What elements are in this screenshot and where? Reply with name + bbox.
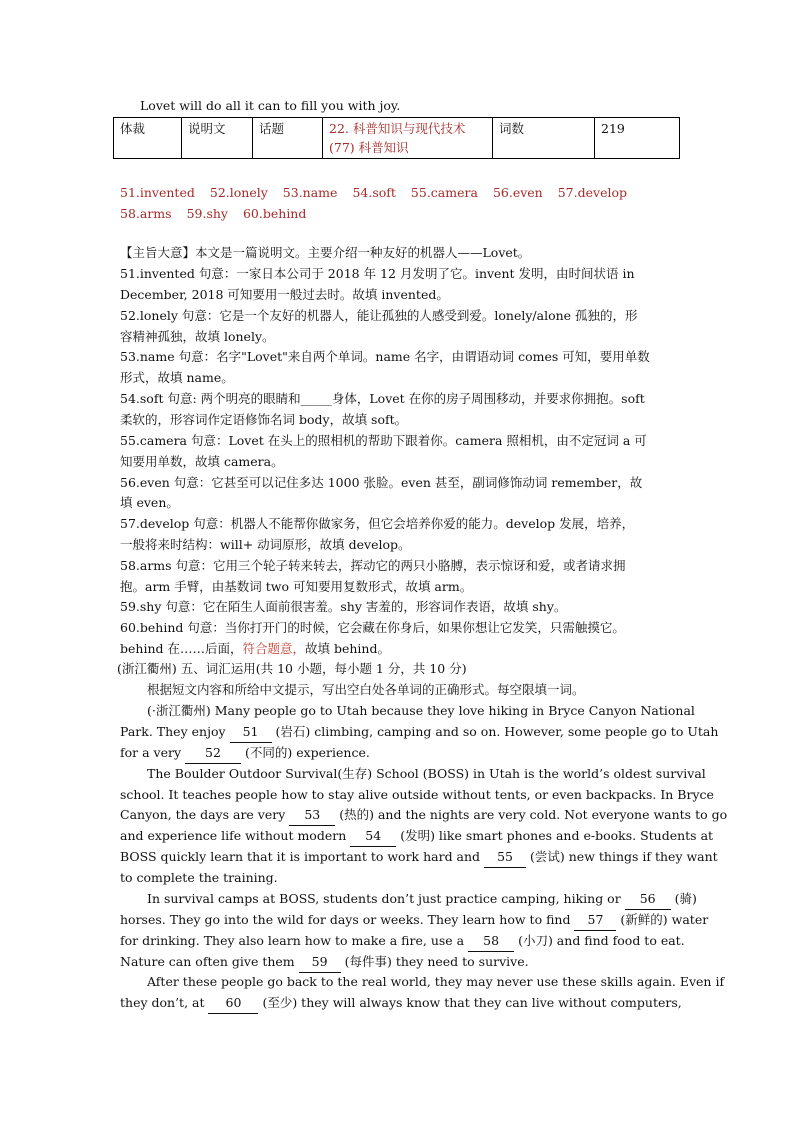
explanation-line: 填 even。 (120, 495, 179, 510)
passage-line: to complete the training. (120, 870, 278, 885)
explanation-last-b: 故填 behind。 (305, 641, 390, 656)
blank-58[interactable]: 58 (468, 931, 514, 952)
explanation-line: 52.lonely 句意：它是一个友好的机器人，能让孤独的人感受到爱。lonely/alone 孤独的，形 (120, 308, 638, 323)
answer-item: 51.invented (120, 185, 195, 200)
explanation-line: 56.even 句意：它甚至可以记住多达 1000 张脸。even 甚至，副词修饰动词 remember，故 (120, 475, 643, 490)
topic-value-line1: 22. 科普知识与现代技术 (329, 121, 466, 136)
explanation-line: 53.name 句意：名字"Lovet"来自两个单词。name 名字，由谓语动词 comes 可知，要用单数 (120, 349, 650, 364)
passage-text: BOSS quickly learn that it is important to work hard and (120, 849, 485, 864)
answer-item: 57.develop (557, 185, 627, 200)
explanation-line: 抱。arm 手臂，由基数词 two 可知要用复数形式，故填 arm。 (120, 579, 473, 594)
genre-value: 说明文 (182, 118, 253, 159)
blank-56[interactable]: 56 (625, 889, 671, 910)
explanation-last-a: behind 在……后面， (120, 641, 243, 656)
explanation-line: 55.camera 句意：Lovet 在头上的照相机的帮助下跟着你。camera 照相机，由不定冠词 a 可 (120, 433, 647, 448)
explanation-line: 58.arms 句意：它用三个轮子转来转去，挥动它的两只小胳膊，表示惊讶和爱，或者请求拥 (120, 558, 626, 573)
passage-text: (不同的) experience. (241, 745, 370, 760)
passage-text: Park. They enjoy (120, 724, 230, 739)
passage-line (120, 722, 719, 743)
passage-line (120, 952, 676, 973)
explanation-line: 一般将来时结构：will+ 动词原形，故填 develop。 (120, 537, 411, 552)
passage-line: The Boulder Outdoor Survival(生存) School (BOSS) in Utah is the world’s oldest survival (147, 766, 706, 781)
explanation-line: 柔软的，形容词作定语修饰名词 body，故填 soft。 (120, 412, 408, 427)
blank-51[interactable]: 51 (230, 722, 272, 743)
answer-item: 59.shy (186, 206, 228, 221)
blank-55[interactable]: 55 (484, 847, 526, 868)
answer-item: 60.behind (242, 206, 307, 221)
passage-line: (·浙江衢州) Many people go to Utah because they love hiking in Bryce Canyon National (147, 703, 695, 718)
passage-text: (骑) (670, 891, 697, 906)
passage-line (120, 931, 685, 952)
blank-52[interactable]: 52 (185, 743, 241, 764)
instruction: 根据短文内容和所给中文提示，写出空白处各单词的正确形式。每空限填一词。 (147, 682, 585, 697)
explanation-line: 51.invented 句意：一家日本公司于 2018 年 12 月发明了它。invent 发明，由时间状语 in (120, 266, 635, 281)
blank-54[interactable]: 54 (350, 826, 396, 847)
passage-text: In survival camps at BOSS, students don’t just practice camping, hiking or (147, 891, 625, 906)
passage-line: school. It teaches people how to stay alive outside without tents, or even backpacks. In Bryce (120, 787, 714, 802)
passage-line (120, 826, 714, 847)
passage-text: for drinking. They also learn how to make a fire, use a (120, 933, 469, 948)
passage-text: and experience life without modern (120, 828, 351, 843)
genre-label: 体裁 (114, 118, 182, 159)
explanation-line: 60.behind 句意：当你打开门的时候，它会藏在你身后，如果你想让它发笑，只需触摸它。 (120, 620, 625, 635)
passage-text: (至少) they will always know that they can live without computers, (258, 995, 682, 1010)
passage-text: Nature can often give them (120, 954, 299, 969)
explanation-line: 59.shy 句意：它在陌生人面前很害羞。shy 害羞的，形容词作表语，故填 shy。 (120, 599, 567, 614)
passage-line (120, 910, 709, 931)
wordcount-value: 219 (595, 118, 680, 159)
passage-line (147, 889, 697, 910)
passage-text: (热的) and the nights are very cold. Not everyone wants to go (335, 807, 728, 822)
passage-text: (发明) like smart phones and e-books. Students at (396, 828, 714, 843)
topic-label: 话题 (253, 118, 323, 159)
blank-57[interactable]: 57 (574, 910, 616, 931)
explanation-line: 容精神孤独，故填 lonely。 (120, 329, 275, 344)
answer-item: 53.name (282, 185, 338, 200)
section-heading: (浙江衢州) 五、词汇运用(共 10 小题，每小题 1 分，共 10 分) (117, 661, 467, 676)
passage-text: they don’t, at (120, 995, 209, 1010)
explanation-line: 57.develop 句意：机器人不能帮你做家务，但它会培养你爱的能力。develop 发展，培养， (120, 516, 635, 531)
passage-text: for a very (120, 745, 185, 760)
explanation-highlight: 符合题意， (242, 641, 305, 656)
blank-59[interactable]: 59 (299, 952, 341, 973)
answer-item: 52.lonely (209, 185, 268, 200)
passage-text: (小刀) and find food to eat. (514, 933, 685, 948)
explanation-last-line (120, 639, 676, 659)
blank-60[interactable]: 60 (208, 993, 258, 1014)
passage-text: (尝试) new things if they want (526, 849, 718, 864)
passage-text: (新鲜的) water (616, 912, 709, 927)
passage-line (120, 743, 676, 764)
topic-value (323, 118, 493, 159)
explanation-line: 54.soft 句意: 两个明亮的眼睛和_____身体，Lovet 在你的房子周围移动，并要求你拥抱。soft (120, 391, 645, 406)
explanation-line: 知要用单数，故填 camera。 (120, 454, 284, 469)
passage-text: (岩石) climbing, camping and so on. However, some people go to Utah (271, 724, 719, 739)
passage-line (120, 993, 682, 1014)
explanation-line: 形式，故填 name。 (120, 370, 234, 385)
topic-value-line2: (77) 科普知识 (329, 140, 409, 155)
passage-line: After these people go back to the real world, they may never use these skills again. Even if (147, 974, 725, 989)
passage-line (120, 847, 718, 868)
blank-53[interactable]: 53 (289, 805, 335, 826)
answer-item: 56.even (492, 185, 543, 200)
top-line: Lovet will do all it can to fill you with joy. (140, 98, 401, 113)
passage-text: (每件事) they need to survive. (340, 954, 529, 969)
explanation-line: 【主旨大意】本文是一篇说明文。主要介绍一种友好的机器人——Lovet。 (120, 245, 531, 260)
passage-text: horses. They go into the wild for days or weeks. They learn how to find (120, 912, 575, 927)
wordcount-label: 词数 (493, 118, 595, 159)
answer-key (120, 182, 680, 224)
explanation-line: December, 2018 可知要用一般过去时。故填 invented。 (120, 287, 449, 302)
passage-text: Canyon, the days are very (120, 807, 290, 822)
passage-line (120, 805, 728, 826)
info-table (113, 117, 680, 159)
answer-item: 55.camera (410, 185, 478, 200)
answer-item: 54.soft (352, 185, 396, 200)
answer-item: 58.arms (120, 206, 172, 221)
